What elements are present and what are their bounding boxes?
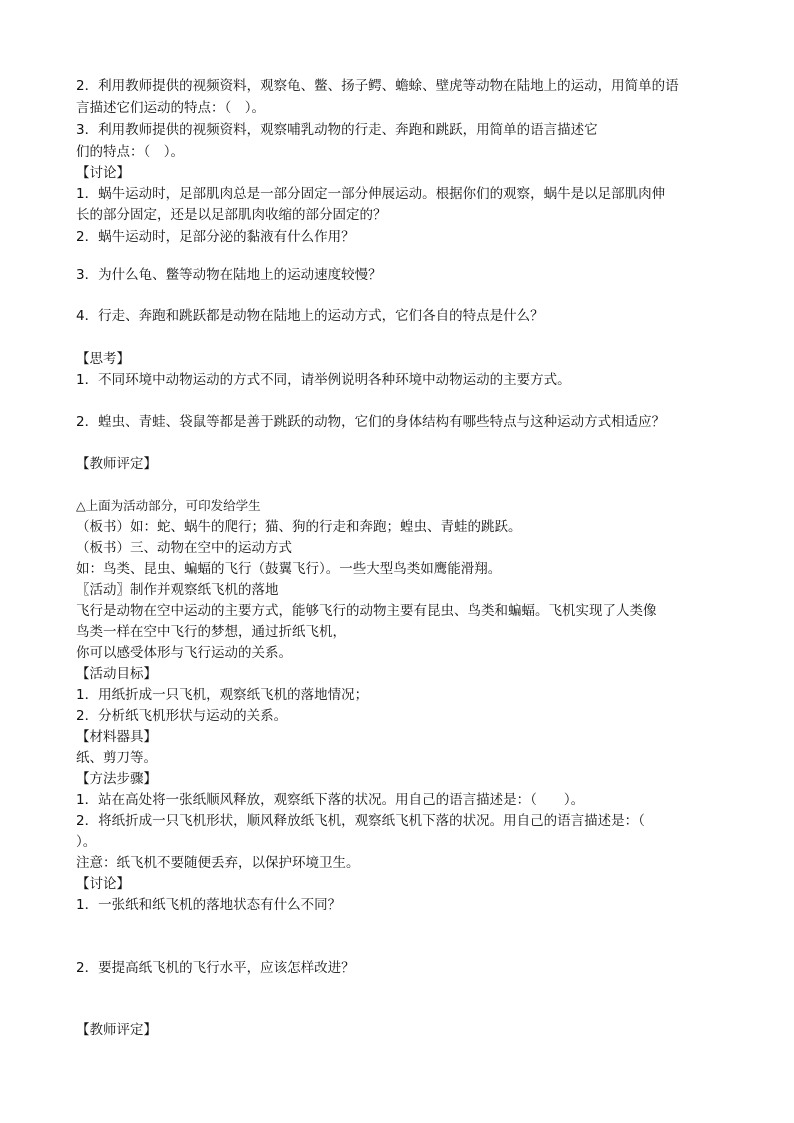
section-heading: 【思考】 bbox=[76, 351, 130, 367]
text-line: 鸟类一样在空中飞行的梦想，通过折纸飞机， bbox=[76, 624, 346, 640]
section-heading: 【教师评定】 bbox=[76, 456, 157, 472]
text-line: 3．为什么龟、鳖等动物在陆地上的运动速度较慢？ bbox=[76, 267, 382, 283]
text-line: 们的特点：（ ）。 bbox=[76, 144, 184, 160]
text-line: 飞行是动物在空中运动的主要方式，能够飞行的动物主要有昆虫、鸟类和蝙蝠。飞机实现了人类像 bbox=[76, 603, 657, 619]
text-line: （板书）三、动物在空中的运动方式 bbox=[76, 540, 292, 556]
text-line: 3．利用教师提供的视频资料，观察哺乳动物的行走、奔跑和跳跃，用简单的语言描述它 bbox=[76, 122, 598, 138]
section-heading: 【讨论】 bbox=[76, 165, 130, 181]
note-line: △上面为活动部分，可印发给学生 bbox=[76, 498, 261, 513]
text-line: 1．不同环境中动物运动的方式不同，请举例说明各种环境中动物运动的主要方式。 bbox=[76, 372, 571, 388]
section-heading: 【活动目标】 bbox=[76, 666, 157, 682]
text-line: 长的部分固定，还是以足部肌肉收缩的部分固定的？ bbox=[76, 207, 387, 223]
text-line: ）。 bbox=[76, 834, 97, 850]
text-line: 纸、剪刀等。 bbox=[76, 750, 157, 766]
text-line: 如：鸟类、昆虫、蝙蝠的飞行（鼓翼飞行）。一些大型鸟类如鹰能滑翔。 bbox=[76, 561, 502, 577]
text-line: 4．行走、奔跑和跳跃都是动物在陆地上的运动方式，它们各自的特点是什么？ bbox=[76, 308, 544, 324]
text-line: 你可以感受体形与飞行运动的关系。 bbox=[76, 645, 292, 661]
text-line: 2．蝗虫、青蛙、袋鼠等都是善于跳跃的动物，它们的身体结构有哪些特点与这种运动方式相适应？ bbox=[76, 414, 666, 430]
text-line: 2．利用教师提供的视频资料，观察龟、鳖、扬子鳄、蟾蜍、壁虎等动物在陆地上的运动，用简单的语 bbox=[76, 78, 679, 94]
section-heading: 【讨论】 bbox=[76, 876, 130, 892]
text-line: 注意：纸飞机不要随便丢弃，以保护环境卫生。 bbox=[76, 855, 360, 871]
text-line: 1．用纸折成一只飞机，观察纸飞机的落地情况； bbox=[76, 687, 369, 703]
text-line: 言描述它们运动的特点：（ ）。 bbox=[76, 100, 265, 116]
section-heading: 【教师评定】 bbox=[76, 1022, 157, 1038]
text-line: （板书）如：蛇、蜗牛的爬行；猫、狗的行走和奔跑；蝗虫、青蛙的跳跃。 bbox=[76, 519, 522, 535]
text-line: 2．蜗牛运动时，足部分泌的黏液有什么作用？ bbox=[76, 229, 355, 245]
text-line: 〖活动〗制作并观察纸飞机的落地 bbox=[76, 582, 279, 598]
section-heading: 【方法步骤】 bbox=[76, 771, 157, 787]
text-line: 2．要提高纸飞机的飞行水平，应该怎样改进？ bbox=[76, 960, 355, 976]
section-heading: 【材料器具】 bbox=[76, 729, 157, 745]
text-line: 1．一张纸和纸飞机的落地状态有什么不同？ bbox=[76, 897, 342, 913]
text-line: 1．蜗牛运动时，足部肌肉总是一部分固定一部分伸展运动。根据你们的观察，蜗牛是以足部肌肉伸 bbox=[76, 186, 666, 202]
text-line: 2．分析纸飞机形状与运动的关系。 bbox=[76, 708, 288, 724]
text-line: 1．站在高处将一张纸顺风释放，观察纸下落的状况。用自己的语言描述是：（ ）。 bbox=[76, 792, 585, 808]
text-line: 2．将纸折成一只飞机形状，顺风释放纸飞机，观察纸飞机下落的状况。用自己的语言描述是：（ bbox=[76, 813, 645, 829]
